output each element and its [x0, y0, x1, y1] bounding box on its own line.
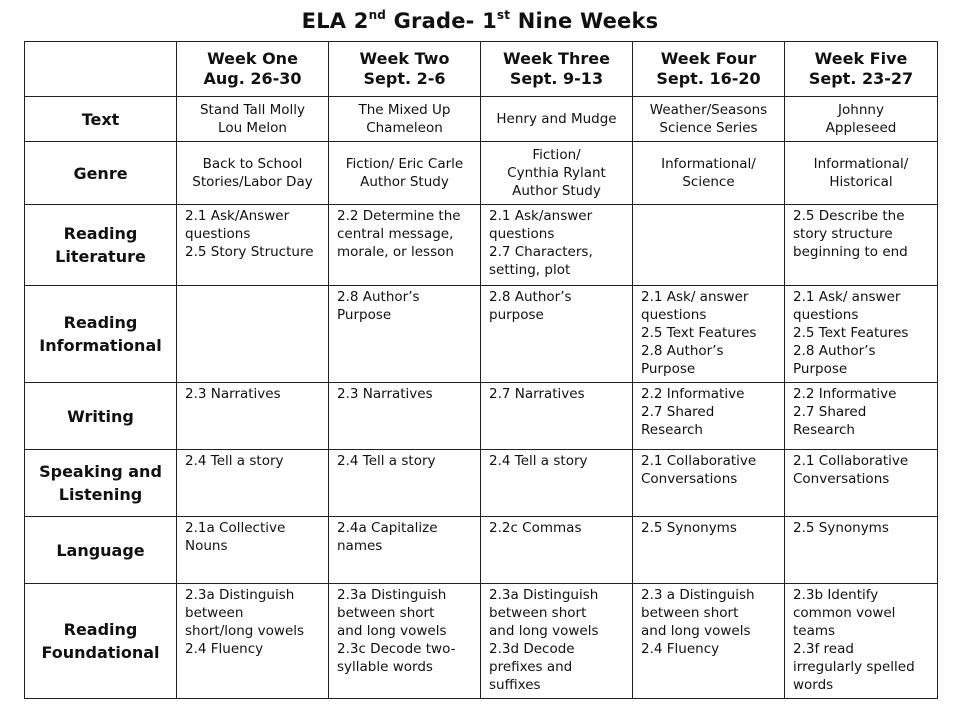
table-cell: 2.4 Tell a story: [329, 450, 481, 517]
table-cell: Henry and Mudge: [481, 97, 633, 142]
table-cell: 2.1a Collective Nouns: [177, 517, 329, 584]
row-reading-foundational: [25, 584, 938, 699]
table-cell: 2.3 Narratives: [177, 383, 329, 450]
table-cell: 2.8 Author’s purpose: [481, 286, 633, 383]
row-label-speaking-listening: Speaking and Listening: [25, 450, 177, 517]
table-cell: 2.5 Describe the story structure beginning to end: [785, 205, 938, 286]
table-cell: 2.3a Distinguish between short/long vowels 2.4 Fluency: [177, 584, 329, 699]
table-cell: 2.1 Collaborative Conversations: [785, 450, 938, 517]
row-label-language: Language: [25, 517, 177, 584]
table-cell: 2.4 Tell a story: [177, 450, 329, 517]
table-cell: 2.1 Ask/ answer questions 2.5 Text Features 2.8 Author’s Purpose: [633, 286, 785, 383]
table-cell: 2.1 Ask/answer questions 2.7 Characters, setting, plot: [481, 205, 633, 286]
row-label-text: Text: [25, 97, 177, 142]
week-header: Week One Aug. 26-30: [177, 42, 329, 97]
table-cell: 2.2 Informative 2.7 Shared Research: [633, 383, 785, 450]
table-cell: 2.3 a Distinguish between short and long vowels 2.4 Fluency: [633, 584, 785, 699]
row-text: [25, 97, 938, 142]
table-cell: 2.5 Synonyms: [785, 517, 938, 584]
table-cell: Fiction/ Eric Carle Author Study: [329, 142, 481, 205]
table-cell: [177, 286, 329, 383]
table-cell: 2.1 Collaborative Conversations: [633, 450, 785, 517]
table-cell: 2.7 Narratives: [481, 383, 633, 450]
row-genre: [25, 142, 938, 205]
table-cell: Informational/ Historical: [785, 142, 938, 205]
table-cell: 2.3 Narratives: [329, 383, 481, 450]
header-row: [25, 42, 938, 97]
week-header: Week Five Sept. 23-27: [785, 42, 938, 97]
table-cell: 2.4a Capitalize names: [329, 517, 481, 584]
row-language: [25, 517, 938, 584]
table-cell: 2.8 Author’s Purpose: [329, 286, 481, 383]
row-reading-literature: [25, 205, 938, 286]
corner-cell: [25, 42, 177, 97]
table-cell: 2.2c Commas: [481, 517, 633, 584]
row-speaking-listening: [25, 450, 938, 517]
table-cell: Back to School Stories/Labor Day: [177, 142, 329, 205]
week-header: Week Four Sept. 16-20: [633, 42, 785, 97]
table-cell: Fiction/ Cynthia Rylant Author Study: [481, 142, 633, 205]
week-header: Week Two Sept. 2-6: [329, 42, 481, 97]
curriculum-table: [24, 41, 938, 699]
week-header: Week Three Sept. 9-13: [481, 42, 633, 97]
row-label-writing: Writing: [25, 383, 177, 450]
table-cell: Informational/ Science: [633, 142, 785, 205]
table-cell: 2.1 Ask/ answer questions 2.5 Text Features 2.8 Author’s Purpose: [785, 286, 938, 383]
row-label-reading-foundational: Reading Foundational: [25, 584, 177, 699]
table-cell: 2.3a Distinguish between short and long vowels 2.3c Decode two- syllable words: [329, 584, 481, 699]
table-cell: [633, 205, 785, 286]
table-cell: 2.5 Synonyms: [633, 517, 785, 584]
row-writing: [25, 383, 938, 450]
table-cell: 2.1 Ask/Answer questions 2.5 Story Structure: [177, 205, 329, 286]
row-label-reading-literature: Reading Literature: [25, 205, 177, 286]
table-cell: 2.3b Identify common vowel teams 2.3f read irregularly spelled words: [785, 584, 938, 699]
table-cell: Stand Tall Molly Lou Melon: [177, 97, 329, 142]
table-cell: Johnny Appleseed: [785, 97, 938, 142]
table-cell: The Mixed Up Chameleon: [329, 97, 481, 142]
row-label-genre: Genre: [25, 142, 177, 205]
table-cell: 2.4 Tell a story: [481, 450, 633, 517]
table-cell: 2.3a Distinguish between short and long vowels 2.3d Decode prefixes and suffixes: [481, 584, 633, 699]
table-cell: 2.2 Determine the central message, morale, or lesson: [329, 205, 481, 286]
table-cell: Weather/Seasons Science Series: [633, 97, 785, 142]
row-label-reading-informational: Reading Informational: [25, 286, 177, 383]
page-title: ELA 2nd Grade- 1st Nine Weeks: [301, 8, 659, 33]
table-cell: 2.2 Informative 2.7 Shared Research: [785, 383, 938, 450]
row-reading-informational: [25, 286, 938, 383]
